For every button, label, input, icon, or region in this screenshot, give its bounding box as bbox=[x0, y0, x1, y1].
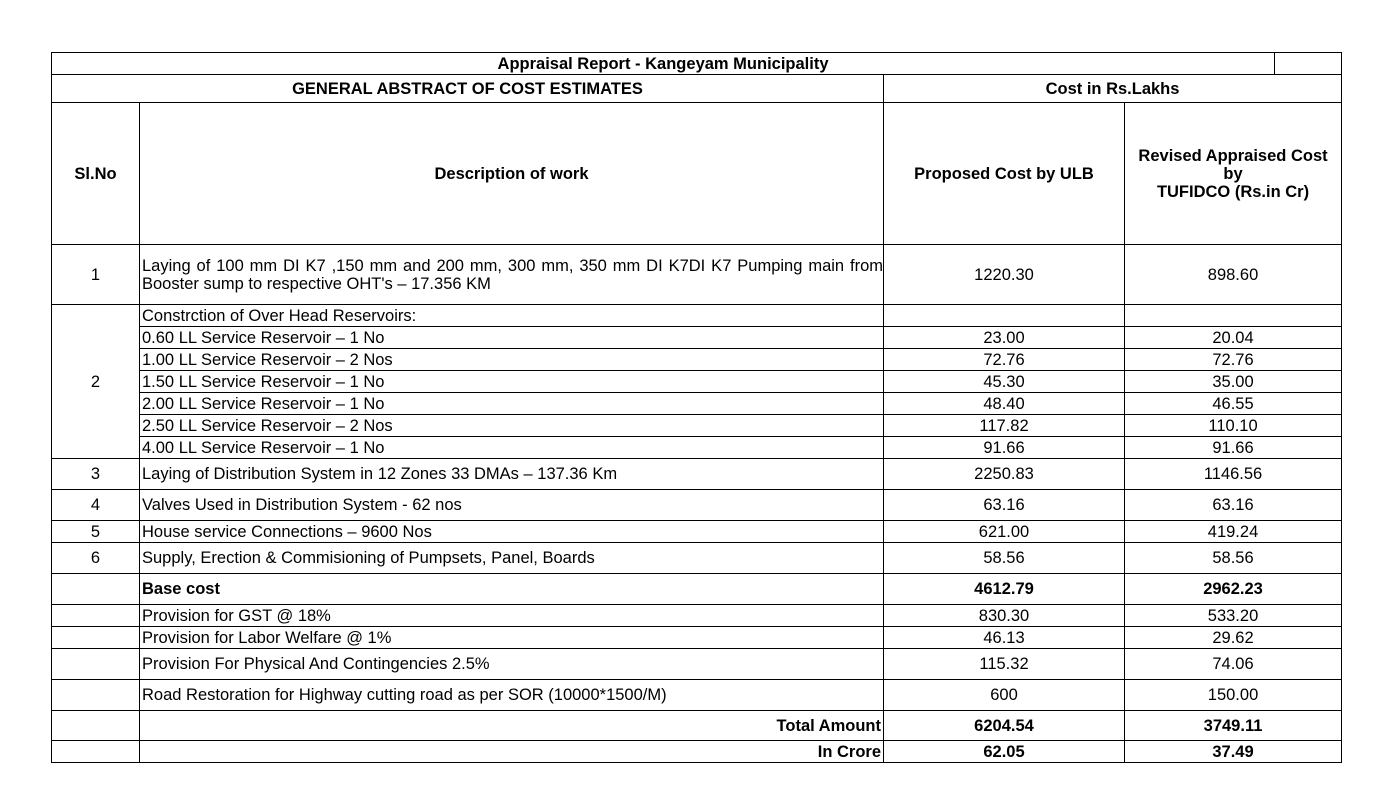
base-cost-revised: 2962.23 bbox=[1125, 574, 1342, 605]
report-title-row bbox=[52, 53, 1342, 75]
description-cell: 1.00 LL Service Reservoir – 2 Nos bbox=[140, 349, 884, 371]
table-row bbox=[52, 490, 1342, 521]
provision-row bbox=[52, 680, 1342, 711]
revised-cost-cell: 150.00 bbox=[1125, 680, 1342, 711]
description-cell: Provision for Labor Welfare @ 1% bbox=[140, 627, 884, 649]
empty-title-cell bbox=[1275, 53, 1342, 75]
description-cell: 4.00 LL Service Reservoir – 1 No bbox=[140, 437, 884, 459]
revised-cost-cell: 91.66 bbox=[1125, 437, 1342, 459]
proposed-cost-cell: 830.30 bbox=[884, 605, 1125, 627]
slno-cell bbox=[52, 605, 140, 627]
description-cell: Road Restoration for Highway cutting road as per SOR (10000*1500/M) bbox=[140, 680, 884, 711]
description-cell: Valves Used in Distribution System - 62 nos bbox=[140, 490, 884, 521]
abstract-heading: GENERAL ABSTRACT OF COST ESTIMATES bbox=[52, 75, 884, 103]
cost-abstract-table bbox=[51, 52, 1342, 763]
description-cell: 1.50 LL Service Reservoir – 1 No bbox=[140, 371, 884, 393]
slno-cell: 5 bbox=[52, 521, 140, 543]
provision-row bbox=[52, 605, 1342, 627]
proposed-cost-cell bbox=[884, 305, 1125, 327]
base-cost-label: Base cost bbox=[140, 574, 884, 605]
revised-cost-cell: 110.10 bbox=[1125, 415, 1342, 437]
slno-cell: 2 bbox=[52, 305, 140, 459]
revised-cost-cell: 898.60 bbox=[1125, 245, 1342, 305]
proposed-cost-cell: 48.40 bbox=[884, 393, 1125, 415]
revised-cost-cell: 58.56 bbox=[1125, 543, 1342, 574]
table-row bbox=[52, 245, 1342, 305]
column-header-row bbox=[52, 103, 1342, 245]
revised-cost-cell: 533.20 bbox=[1125, 605, 1342, 627]
total-amount-proposed: 6204.54 bbox=[884, 711, 1125, 741]
proposed-cost-cell: 600 bbox=[884, 680, 1125, 711]
revised-cost-cell: 20.04 bbox=[1125, 327, 1342, 349]
slno-cell: 6 bbox=[52, 543, 140, 574]
revised-cost-cell: 1146.56 bbox=[1125, 459, 1342, 490]
in-crore-label: In Crore bbox=[140, 741, 884, 763]
revised-cost-cell: 35.00 bbox=[1125, 371, 1342, 393]
revised-cost-cell bbox=[1125, 305, 1342, 327]
provision-row bbox=[52, 627, 1342, 649]
proposed-cost-cell: 117.82 bbox=[884, 415, 1125, 437]
slno-cell bbox=[52, 574, 140, 605]
revised-cost-cell: 46.55 bbox=[1125, 393, 1342, 415]
description-cell: Laying of 100 mm DI K7 ,150 mm and 200 mm, 300 mm, 350 mm DI K7DI K7 Pumping main from Booster sump to respective OHT's – 17.356 KM bbox=[140, 245, 884, 305]
proposed-cost-cell: 46.13 bbox=[884, 627, 1125, 649]
table-row bbox=[52, 349, 1342, 371]
table-row bbox=[52, 437, 1342, 459]
table-row bbox=[52, 327, 1342, 349]
table-row bbox=[52, 371, 1342, 393]
base-cost-row bbox=[52, 574, 1342, 605]
proposed-cost-cell: 23.00 bbox=[884, 327, 1125, 349]
col-header-proposed: Proposed Cost by ULB bbox=[884, 103, 1125, 245]
section-header-row bbox=[52, 75, 1342, 103]
proposed-cost-cell: 58.56 bbox=[884, 543, 1125, 574]
proposed-cost-cell: 2250.83 bbox=[884, 459, 1125, 490]
proposed-cost-cell: 45.30 bbox=[884, 371, 1125, 393]
table-row bbox=[52, 393, 1342, 415]
in-crore-revised: 37.49 bbox=[1125, 741, 1342, 763]
revised-cost-cell: 419.24 bbox=[1125, 521, 1342, 543]
provision-row bbox=[52, 649, 1342, 680]
table-row bbox=[52, 415, 1342, 437]
proposed-cost-cell: 91.66 bbox=[884, 437, 1125, 459]
proposed-cost-cell: 63.16 bbox=[884, 490, 1125, 521]
description-cell: 2.00 LL Service Reservoir – 1 No bbox=[140, 393, 884, 415]
slno-cell: 3 bbox=[52, 459, 140, 490]
proposed-cost-cell: 621.00 bbox=[884, 521, 1125, 543]
col-header-revised-line3: TUFIDCO (Rs.in Cr) bbox=[1156, 182, 1310, 201]
description-cell: 0.60 LL Service Reservoir – 1 No bbox=[140, 327, 884, 349]
description-cell: Provision For Physical And Contingencies 2.5% bbox=[140, 649, 884, 680]
base-cost-proposed: 4612.79 bbox=[884, 574, 1125, 605]
description-cell: House service Connections – 9600 Nos bbox=[140, 521, 884, 543]
col-header-revised bbox=[1125, 103, 1342, 245]
revised-cost-cell: 74.06 bbox=[1125, 649, 1342, 680]
slno-cell bbox=[52, 649, 140, 680]
description-cell: Laying of Distribution System in 12 Zones 33 DMAs – 137.36 Km bbox=[140, 459, 884, 490]
report-title: Appraisal Report - Kangeyam Municipality bbox=[52, 53, 1275, 75]
description-cell: Provision for GST @ 18% bbox=[140, 605, 884, 627]
cost-unit-heading: Cost in Rs.Lakhs bbox=[884, 75, 1342, 103]
slno-cell bbox=[52, 741, 140, 763]
slno-cell bbox=[52, 680, 140, 711]
total-row bbox=[52, 711, 1342, 741]
col-header-revised-line2: by bbox=[1223, 164, 1243, 183]
table-row bbox=[52, 521, 1342, 543]
total-amount-revised: 3749.11 bbox=[1125, 711, 1342, 741]
description-cell: Supply, Erection & Commisioning of Pumpsets, Panel, Boards bbox=[140, 543, 884, 574]
table-row bbox=[52, 459, 1342, 490]
proposed-cost-cell: 115.32 bbox=[884, 649, 1125, 680]
proposed-cost-cell: 1220.30 bbox=[884, 245, 1125, 305]
revised-cost-cell: 63.16 bbox=[1125, 490, 1342, 521]
description-cell: 2.50 LL Service Reservoir – 2 Nos bbox=[140, 415, 884, 437]
crore-row bbox=[52, 741, 1342, 763]
slno-cell: 1 bbox=[52, 245, 140, 305]
revised-cost-cell: 72.76 bbox=[1125, 349, 1342, 371]
table-row bbox=[52, 543, 1342, 574]
slno-cell: 4 bbox=[52, 490, 140, 521]
col-header-description: Description of work bbox=[140, 103, 884, 245]
revised-cost-cell: 29.62 bbox=[1125, 627, 1342, 649]
slno-cell bbox=[52, 627, 140, 649]
proposed-cost-cell: 72.76 bbox=[884, 349, 1125, 371]
total-amount-label: Total Amount bbox=[140, 711, 884, 741]
description-cell: Constrction of Over Head Reservoirs: bbox=[140, 305, 884, 327]
table-row bbox=[52, 305, 1342, 327]
slno-cell bbox=[52, 711, 140, 741]
col-header-revised-line1: Revised Appraised Cost bbox=[1138, 146, 1328, 165]
col-header-slno: Sl.No bbox=[52, 103, 140, 245]
in-crore-proposed: 62.05 bbox=[884, 741, 1125, 763]
